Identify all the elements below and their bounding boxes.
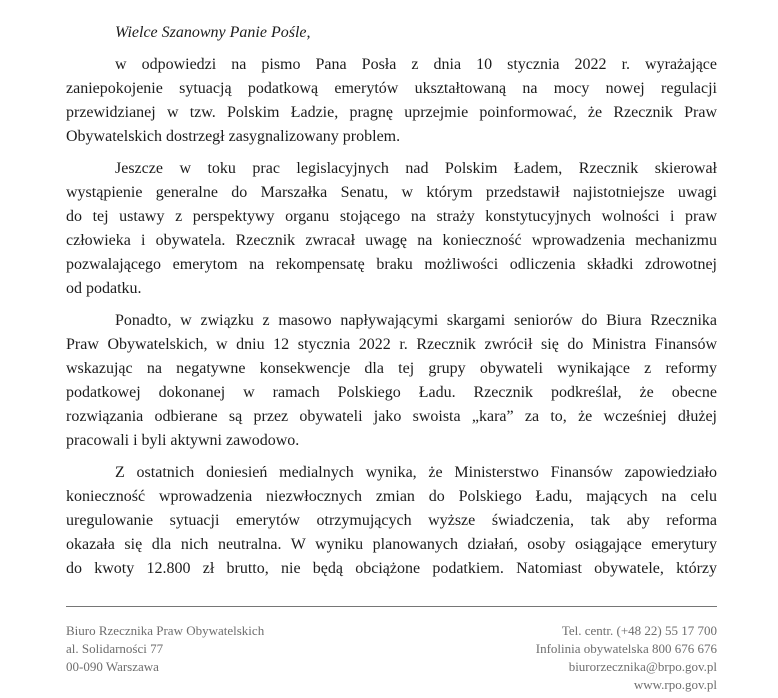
body-line: zaniepokojenie sytuacją podatkową emerytów ukształtowaną na mocy nowej regulacji: [66, 80, 717, 97]
body-line: pozwalającego emerytom na rekompensatę braku możliwości odliczenia składki zdrowotnej: [66, 256, 717, 273]
body-line: okazała się dla nich neutralna. W wyniku planowanych działań, osoby osiągające emerytury: [66, 536, 717, 553]
footer-phone: Tel. centr. (+48 22) 55 17 700: [561, 623, 717, 638]
body-line: Ponadto, w związku z masowo napływającymi skargami seniorów do Biura Rzecznika: [115, 312, 717, 329]
body-line: pracowali i byli aktywni zawodowo.: [66, 432, 300, 449]
paragraph: [66, 53, 717, 149]
footer-hotline: Infolinia obywatelska 800 676 676: [535, 641, 717, 656]
salutation: Wielce Szanowny Panie Pośle,: [115, 24, 311, 41]
body-line: Obywatelskich dostrzegł zasygnalizowany problem.: [66, 128, 401, 145]
paragraph: [66, 461, 717, 581]
body-line: uregulowanie sytuacji emerytów otrzymujących wyższe świadczenia, tak aby reforma: [66, 512, 717, 529]
letterhead-footer: [0, 607, 778, 694]
paragraph: [66, 157, 717, 301]
body-line: rozwiązania odbierane są przez obywateli jako swoista „kara” za to, że wcześniej dłużej: [66, 408, 717, 425]
body-line: człowieka i obywatela. Rzecznik zwracał uwagę na konieczność wprowadzenia mechanizmu: [66, 232, 717, 249]
body-line: Praw Obywatelskich, w dniu 12 stycznia 2022 r. Rzecznik zwrócił się do Ministra Finansów: [66, 336, 717, 353]
footer-email: biurorzecznika@brpo.gov.pl: [568, 659, 717, 674]
body-line: do kwoty 12.800 zł brutto, nie będą obciążone podatkiem. Natomiast obywatele, którzy: [66, 560, 717, 577]
body-line: Jeszcze w toku prac legislacyjnych nad Polskim Ładem, Rzecznik skierował: [115, 160, 717, 177]
footer-website: www.rpo.gov.pl: [633, 677, 717, 692]
footer-institution-name: Biuro Rzecznika Praw Obywatelskich: [66, 623, 265, 638]
footer-street: al. Solidarności 77: [66, 641, 164, 656]
body-line: Z ostatnich doniesień medialnych wynika, że Ministerstwo Finansów zapowiedziało: [115, 464, 717, 481]
body-line: do tej ustawy z perspektywy organu stojącego na straży konstytucyjnych wolności i praw: [66, 208, 717, 225]
body-line: wystąpienie generalne do Marszałka Senatu, w którym przedstawił najistotniejsze uwagi: [66, 184, 717, 201]
footer-contact-block: [536, 622, 717, 694]
letter-body: [66, 53, 717, 581]
body-line: podatkowej dokonanej w ramach Polskiego Ładu. Rzecznik podkreślał, że obecne: [66, 384, 717, 401]
paragraph: [66, 309, 717, 453]
body-line: wskazując na negatywne konsekwencje dla tej grupy obywateli wynikające z reformy: [66, 360, 717, 377]
body-line: przewidzianej w tzw. Polskim Ładzie, pragnę uprzejmie poinformować, że Rzecznik Praw: [66, 104, 717, 121]
footer-city: 00-090 Warszawa: [66, 659, 159, 674]
body-line: od podatku.: [66, 280, 142, 297]
body-line: konieczność wprowadzenia niezwłocznych zmian do Polskiego Ładu, mających na celu: [66, 488, 717, 505]
footer-address-block: [66, 622, 264, 676]
body-line: w odpowiedzi na pismo Pana Posła z dnia 10 stycznia 2022 r. wyrażające: [115, 56, 717, 73]
